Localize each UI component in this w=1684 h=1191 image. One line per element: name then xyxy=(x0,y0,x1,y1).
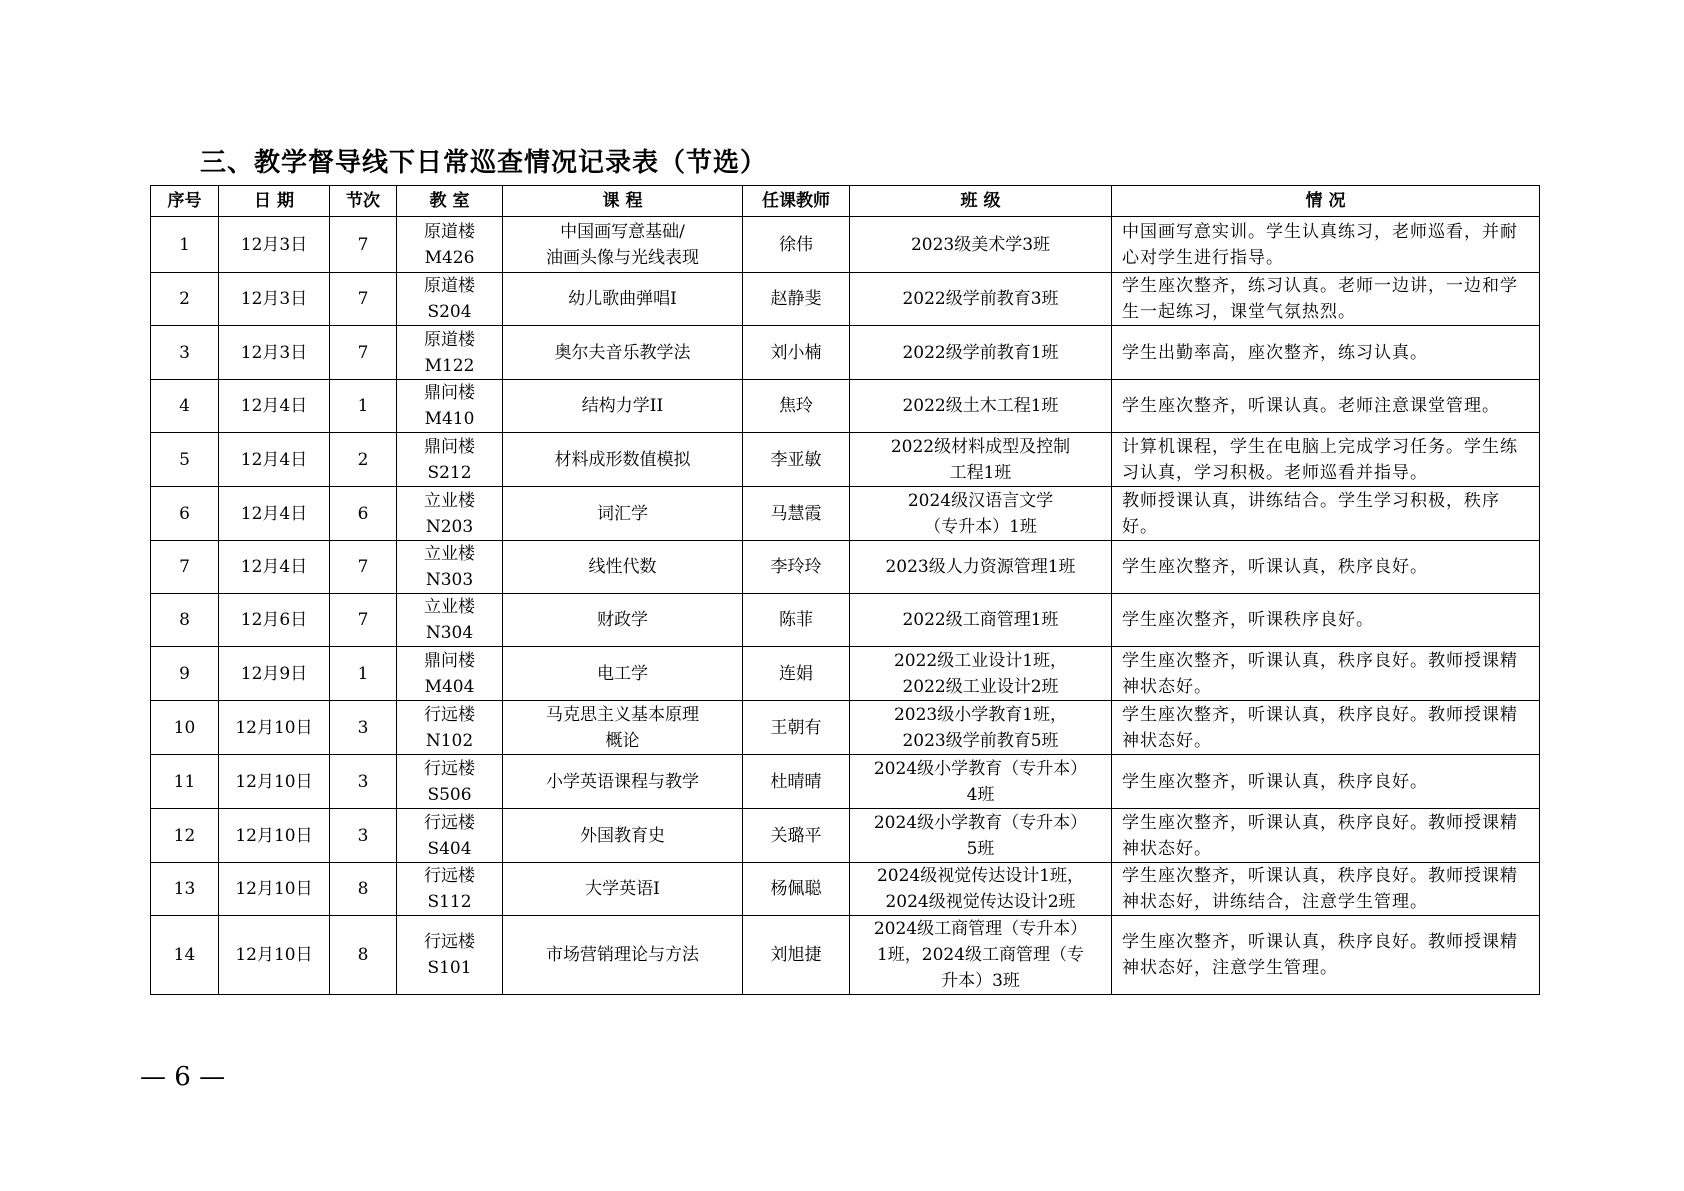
table-row xyxy=(151,326,1540,380)
cell-date: 12月4日 xyxy=(219,541,330,594)
cell-course-line: 概论 xyxy=(605,730,640,751)
cell-teacher: 杜晴晴 xyxy=(743,755,850,809)
cell-course-line: 油画头像与光线表现 xyxy=(546,247,699,268)
cell-class-line: 2022级工业设计2班 xyxy=(902,676,1059,697)
cell-class xyxy=(850,217,1112,273)
cell-class xyxy=(850,380,1112,433)
cell-room xyxy=(397,541,503,594)
cell-date: 12月6日 xyxy=(219,594,330,647)
cell-room xyxy=(397,863,503,916)
cell-course xyxy=(503,594,743,647)
cell-course xyxy=(503,433,743,487)
cell-no: 10 xyxy=(151,701,219,755)
cell-room xyxy=(397,755,503,809)
cell-room xyxy=(397,809,503,863)
cell-teacher: 刘小楠 xyxy=(743,326,850,380)
cell-class-line: 升本）3班 xyxy=(941,971,1020,991)
cell-room-line: N203 xyxy=(425,516,474,537)
cell-note: 中国画写意实训。学生认真练习，老师巡看，并耐心对学生进行指导。 xyxy=(1112,217,1540,273)
cell-course-line: 大学英语Ⅰ xyxy=(585,879,660,899)
cell-teacher: 刘旭捷 xyxy=(743,916,850,995)
cell-room-line: M426 xyxy=(424,247,475,268)
cell-date: 12月10日 xyxy=(219,755,330,809)
cell-class-line: 2023级小学教育1班， xyxy=(893,704,1068,725)
cell-room-line: S101 xyxy=(427,958,472,978)
patrol-record-table xyxy=(150,185,1540,995)
cell-no: 11 xyxy=(151,755,219,809)
cell-note: 学生出勤率高，座次整齐，练习认真。 xyxy=(1112,326,1540,380)
cell-class xyxy=(850,755,1112,809)
cell-period: 7 xyxy=(330,541,397,594)
cell-class-line: 5班 xyxy=(966,838,995,859)
cell-course-line: 词汇学 xyxy=(597,503,648,524)
page-number: — 6 — xyxy=(140,1062,226,1092)
cell-date: 12月10日 xyxy=(219,916,330,995)
cell-course-line: 外国教育史 xyxy=(580,825,665,846)
cell-class-line: （专升本）1班 xyxy=(924,516,1037,537)
cell-course xyxy=(503,755,743,809)
cell-no: 8 xyxy=(151,594,219,647)
cell-period: 8 xyxy=(330,916,397,995)
cell-class-line: 2023级美术学3班 xyxy=(910,234,1051,255)
cell-class-line: 2022级材料成型及控制 xyxy=(890,436,1071,457)
table-row xyxy=(151,594,1540,647)
cell-class xyxy=(850,541,1112,594)
cell-class-line: 4班 xyxy=(966,784,995,805)
cell-period: 8 xyxy=(330,863,397,916)
cell-room xyxy=(397,647,503,701)
table-row xyxy=(151,433,1540,487)
cell-room-line: 行远楼 xyxy=(424,704,475,725)
cell-class-line: 1班，2024级工商管理（专 xyxy=(876,945,1085,965)
cell-period: 6 xyxy=(330,487,397,541)
cell-room xyxy=(397,380,503,433)
cell-note: 学生座次整齐，练习认真。老师一边讲，一边和学生一起练习，课堂气氛热烈。 xyxy=(1112,273,1540,326)
cell-class-line: 2024级工商管理（专升本） xyxy=(873,919,1088,939)
table-row xyxy=(151,541,1540,594)
cell-note: 学生座次整齐，听课认真，秩序良好。教师授课精神状态好，注意学生管理。 xyxy=(1112,916,1540,995)
cell-course-line: 线性代数 xyxy=(588,557,657,577)
cell-room-line: 鼎问楼 xyxy=(424,383,475,403)
cell-room-line: 原道楼 xyxy=(424,276,475,296)
cell-room xyxy=(397,326,503,380)
cell-course xyxy=(503,647,743,701)
column-header-class: 班 级 xyxy=(850,186,1112,217)
cell-note: 学生座次整齐，听课秩序良好。 xyxy=(1112,594,1540,647)
table-row xyxy=(151,916,1540,995)
cell-course-line: 电工学 xyxy=(597,663,648,684)
cell-no: 13 xyxy=(151,863,219,916)
cell-class-line: 工程1班 xyxy=(949,462,1012,483)
cell-room-line: 行远楼 xyxy=(424,758,475,779)
table-row xyxy=(151,701,1540,755)
cell-teacher: 连娟 xyxy=(743,647,850,701)
cell-date: 12月10日 xyxy=(219,809,330,863)
cell-date: 12月10日 xyxy=(219,863,330,916)
cell-room-line: M122 xyxy=(424,355,475,376)
cell-note: 学生座次整齐，听课认真，秩序良好。教师授课精神状态好。 xyxy=(1112,647,1540,701)
cell-class-line: 2024级视觉传达设计1班， xyxy=(876,866,1085,886)
table-row xyxy=(151,487,1540,541)
cell-class-line: 2024级视觉传达设计2班 xyxy=(885,892,1076,912)
cell-class-line: 2024级小学教育（专升本） xyxy=(873,758,1088,779)
table-row xyxy=(151,809,1540,863)
cell-class-line: 2024级汉语言文学 xyxy=(907,490,1054,511)
cell-note: 学生座次整齐，听课认真。老师注意课堂管理。 xyxy=(1112,380,1540,433)
table-row xyxy=(151,863,1540,916)
cell-teacher: 赵静斐 xyxy=(743,273,850,326)
cell-period: 3 xyxy=(330,755,397,809)
table-row xyxy=(151,380,1540,433)
cell-course xyxy=(503,916,743,995)
cell-note: 学生座次整齐，听课认真，秩序良好。 xyxy=(1112,755,1540,809)
cell-class xyxy=(850,701,1112,755)
cell-period: 7 xyxy=(330,273,397,326)
cell-course-line: 市场营销理论与方法 xyxy=(546,945,699,965)
cell-teacher: 关璐平 xyxy=(743,809,850,863)
cell-no: 6 xyxy=(151,487,219,541)
cell-course xyxy=(503,217,743,273)
cell-no: 12 xyxy=(151,809,219,863)
cell-room xyxy=(397,701,503,755)
column-header-room: 教 室 xyxy=(397,186,503,217)
cell-course xyxy=(503,701,743,755)
cell-period: 3 xyxy=(330,809,397,863)
column-header-note: 情 况 xyxy=(1112,186,1540,217)
cell-room-line: N303 xyxy=(425,570,474,590)
cell-no: 7 xyxy=(151,541,219,594)
cell-date: 12月4日 xyxy=(219,487,330,541)
cell-teacher: 陈菲 xyxy=(743,594,850,647)
cell-room-line: S212 xyxy=(427,462,472,483)
cell-teacher: 李玲玲 xyxy=(743,541,850,594)
cell-class xyxy=(850,487,1112,541)
cell-period: 3 xyxy=(330,701,397,755)
cell-course-line: 财政学 xyxy=(597,610,648,630)
column-header-course: 课 程 xyxy=(503,186,743,217)
cell-no: 9 xyxy=(151,647,219,701)
cell-course-line: 结构力学II xyxy=(581,396,664,416)
cell-note: 学生座次整齐，听课认真，秩序良好。教师授课精神状态好。 xyxy=(1112,701,1540,755)
cell-course-line: 幼儿歌曲弹唱Ⅰ xyxy=(568,289,677,309)
cell-room xyxy=(397,273,503,326)
cell-teacher: 徐伟 xyxy=(743,217,850,273)
cell-teacher: 焦玲 xyxy=(743,380,850,433)
cell-class xyxy=(850,273,1112,326)
cell-course xyxy=(503,809,743,863)
cell-course-line: 小学英语课程与教学 xyxy=(546,771,699,792)
cell-period: 7 xyxy=(330,594,397,647)
table-row xyxy=(151,647,1540,701)
cell-course-line: 中国画写意基础/ xyxy=(560,221,685,242)
table-row xyxy=(151,217,1540,273)
cell-course xyxy=(503,863,743,916)
cell-room-line: 鼎问楼 xyxy=(424,436,475,457)
table-row xyxy=(151,755,1540,809)
cell-room-line: 立业楼 xyxy=(424,597,475,617)
cell-no: 5 xyxy=(151,433,219,487)
cell-note: 学生座次整齐，听课认真，秩序良好。 xyxy=(1112,541,1540,594)
cell-room-line: 原道楼 xyxy=(424,329,475,350)
cell-room-line: M410 xyxy=(424,409,475,429)
cell-course xyxy=(503,380,743,433)
cell-date: 12月3日 xyxy=(219,217,330,273)
cell-note: 计算机课程，学生在电脑上完成学习任务。学生练习认真，学习积极。老师巡看并指导。 xyxy=(1112,433,1540,487)
cell-room-line: 鼎问楼 xyxy=(424,650,475,671)
cell-date: 12月10日 xyxy=(219,701,330,755)
cell-period: 7 xyxy=(330,326,397,380)
cell-course xyxy=(503,541,743,594)
cell-period: 2 xyxy=(330,433,397,487)
cell-note: 学生座次整齐，听课认真，秩序良好。教师授课精神状态好。 xyxy=(1112,809,1540,863)
cell-no: 1 xyxy=(151,217,219,273)
cell-teacher: 马慧霞 xyxy=(743,487,850,541)
cell-class xyxy=(850,916,1112,995)
cell-room-line: N304 xyxy=(425,623,474,643)
table-header-row xyxy=(151,186,1540,217)
cell-class xyxy=(850,594,1112,647)
cell-room-line: N102 xyxy=(425,730,474,751)
cell-room-line: S404 xyxy=(427,838,472,859)
cell-course-line: 马克思主义基本原理 xyxy=(546,704,699,725)
table-row xyxy=(151,273,1540,326)
cell-room-line: S204 xyxy=(427,302,472,322)
cell-class-line: 2022级工业设计1班， xyxy=(893,650,1068,671)
column-header-period: 节次 xyxy=(330,186,397,217)
table-body xyxy=(151,217,1540,995)
cell-course xyxy=(503,273,743,326)
column-header-date: 日 期 xyxy=(219,186,330,217)
cell-no: 2 xyxy=(151,273,219,326)
cell-course-line: 材料成形数值模拟 xyxy=(554,449,691,470)
cell-room xyxy=(397,487,503,541)
cell-room xyxy=(397,433,503,487)
cell-class-line: 2022级学前教育3班 xyxy=(902,289,1059,309)
cell-teacher: 李亚敏 xyxy=(743,433,850,487)
cell-date: 12月4日 xyxy=(219,380,330,433)
cell-period: 1 xyxy=(330,380,397,433)
cell-class xyxy=(850,863,1112,916)
cell-teacher: 杨佩聪 xyxy=(743,863,850,916)
cell-period: 1 xyxy=(330,647,397,701)
cell-room-line: M404 xyxy=(424,676,475,697)
cell-room-line: 行远楼 xyxy=(424,812,475,833)
cell-room-line: 行远楼 xyxy=(424,866,475,886)
cell-room xyxy=(397,217,503,273)
cell-no: 4 xyxy=(151,380,219,433)
cell-note: 学生座次整齐，听课认真，秩序良好。教师授课精神状态好，讲练结合，注意学生管理。 xyxy=(1112,863,1540,916)
cell-date: 12月3日 xyxy=(219,326,330,380)
cell-room-line: 行远楼 xyxy=(424,932,475,952)
cell-note: 教师授课认真，讲练结合。学生学习积极，秩序好。 xyxy=(1112,487,1540,541)
cell-room-line: S506 xyxy=(427,784,472,805)
cell-class-line: 2022级土木工程1班 xyxy=(902,396,1059,416)
cell-period: 7 xyxy=(330,217,397,273)
cell-class-line: 2023级学前教育5班 xyxy=(902,730,1059,751)
cell-room-line: 立业楼 xyxy=(424,544,475,564)
cell-date: 12月4日 xyxy=(219,433,330,487)
cell-class xyxy=(850,326,1112,380)
cell-class-line: 2024级小学教育（专升本） xyxy=(873,812,1088,833)
cell-class xyxy=(850,433,1112,487)
cell-no: 3 xyxy=(151,326,219,380)
cell-room xyxy=(397,916,503,995)
cell-course-line: 奥尔夫音乐教学法 xyxy=(554,342,691,363)
cell-date: 12月3日 xyxy=(219,273,330,326)
column-header-no: 序号 xyxy=(151,186,219,217)
cell-room-line: S112 xyxy=(427,892,472,912)
cell-room xyxy=(397,594,503,647)
page-title: 三、教学督导线下日常巡查情况记录表（节选） xyxy=(200,148,768,178)
cell-room-line: 原道楼 xyxy=(424,221,475,242)
cell-course xyxy=(503,326,743,380)
cell-class-line: 2022级学前教育1班 xyxy=(902,342,1059,363)
cell-teacher: 王朝有 xyxy=(743,701,850,755)
column-header-teacher: 任课教师 xyxy=(743,186,850,217)
cell-no: 14 xyxy=(151,916,219,995)
cell-class-line: 2023级人力资源管理1班 xyxy=(885,557,1076,577)
cell-class xyxy=(850,647,1112,701)
cell-room-line: 立业楼 xyxy=(424,490,475,511)
cell-class-line: 2022级工商管理1班 xyxy=(902,610,1059,630)
cell-course xyxy=(503,487,743,541)
cell-date: 12月9日 xyxy=(219,647,330,701)
cell-class xyxy=(850,809,1112,863)
